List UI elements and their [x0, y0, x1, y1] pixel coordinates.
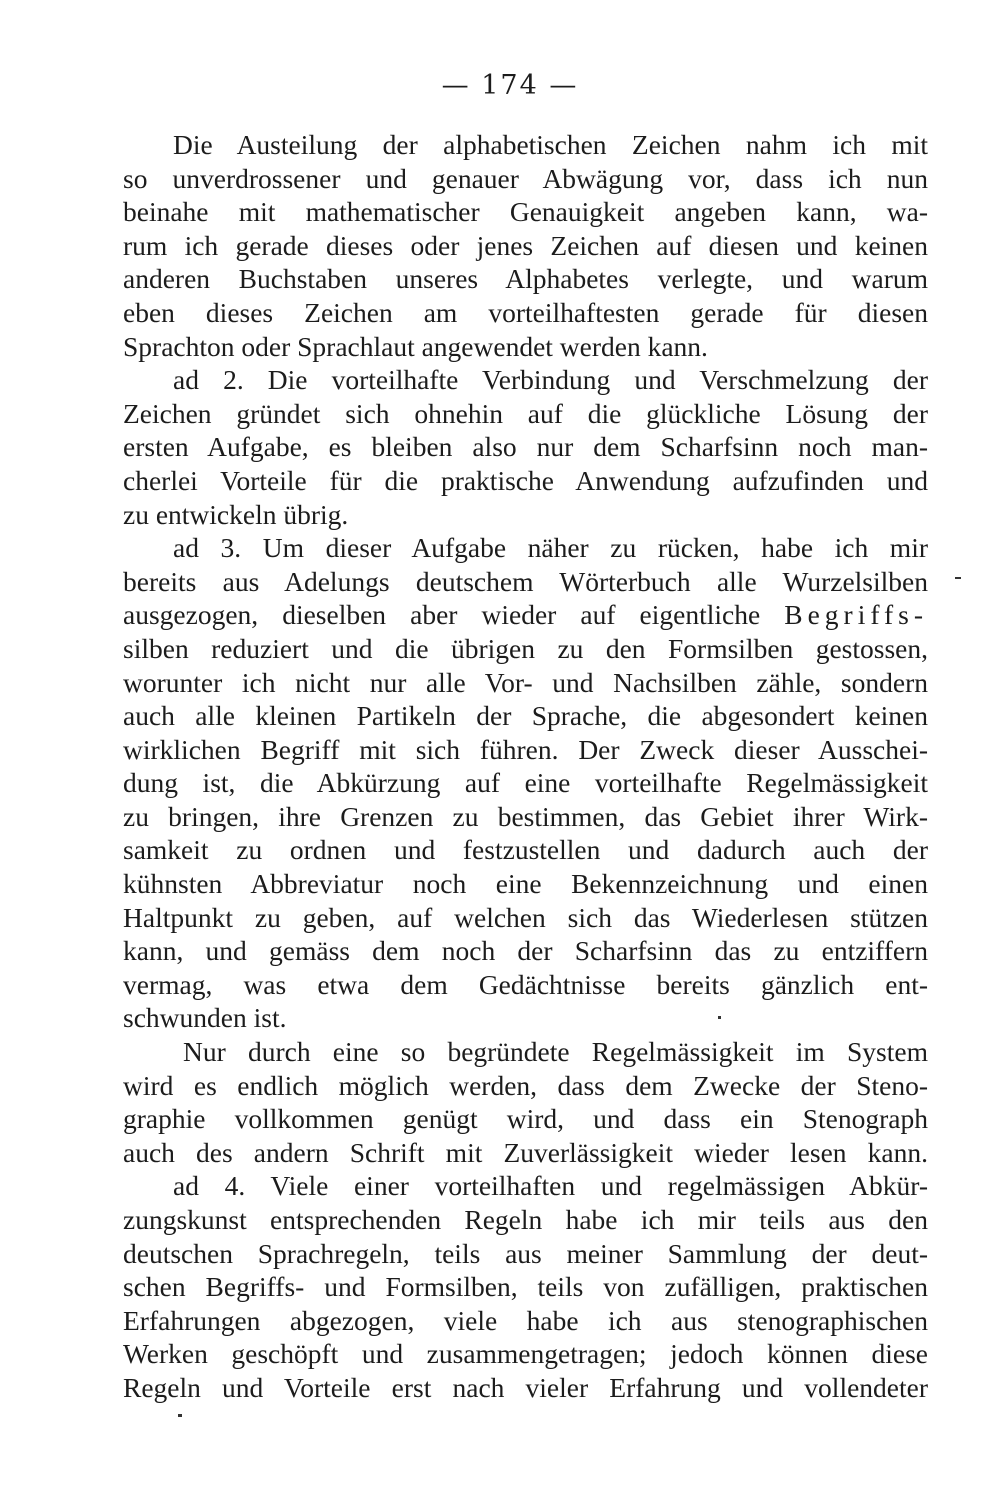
text-line: Sprachton oder Sprachlaut angewendet werden kann. — [123, 330, 708, 362]
text-line: schwunden ist. — [123, 1002, 287, 1034]
scan-speck — [718, 1016, 721, 1019]
text-line: Erfahrungen abgezogen, viele habe ich aus stenographischen — [123, 1304, 928, 1336]
scan-speck — [178, 1414, 182, 1417]
text-line: Die Austeilung der alphabetischen Zeichen nahm ich mit — [173, 129, 928, 160]
text-line: graphie vollkommen genügt wird, und dass ein Stenograph — [123, 1103, 928, 1135]
text-line: Haltpunkt zu geben, auf welchen sich das Wiederlesen stützen — [123, 901, 928, 933]
text-line-part: ausgezogen, dieselben aber wieder auf eigentliche — [123, 599, 761, 631]
text-line: auch des andern Schrift mit Zuverlässigkeit wieder lesen kann. — [123, 1136, 928, 1168]
text-line: anderen Buchstaben unseres Alphabetes verlegte, und warum — [123, 263, 928, 295]
paragraph-1 — [123, 128, 928, 363]
page-number: — 174 — — [441, 70, 579, 101]
text-line: vermag, was etwa dem Gedächtnisse bereits gänzlich ent- — [123, 968, 928, 1000]
text-line: wirklichen Begriff mit sich führen. Der Zweck dieser Ausschei- — [123, 733, 928, 765]
scan-speck — [955, 577, 961, 579]
text-line: zu bringen, ihre Grenzen zu bestimmen, das Gebiet ihrer Wirk- — [123, 800, 928, 832]
text-line: so unverdrossener und genauer Abwägung vor, dass ich nun — [123, 162, 928, 194]
text-line: Werken geschöpft und zusammengetragen; jedoch können diese — [123, 1338, 928, 1370]
text-line: wird es endlich möglich werden, dass dem Zwecke der Steno- — [123, 1069, 928, 1101]
text-line: zu entwickeln übrig. — [123, 498, 349, 530]
text-line: ad 4. Viele einer vorteilhaften und regelmässigen Abkür- — [173, 1170, 928, 1202]
spaced-word: Begriffs- — [784, 599, 929, 631]
text-line: worunter ich nicht nur alle Vor- und Nachsilben zähle, sondern — [123, 666, 928, 698]
text-line: bereits aus Adelungs deutschem Wörterbuch alle Wurzelsilben — [123, 565, 928, 597]
text-line: Zeichen gründet sich ohnehin auf die glückliche Lösung der — [123, 397, 928, 429]
paragraph-5 — [123, 1169, 928, 1404]
text-line: samkeit zu ordnen und festzustellen und dadurch auch der — [123, 834, 928, 866]
text-line: zungskunst entsprechenden Regeln habe ich mir teils aus den — [123, 1204, 928, 1235]
text-line: deutschen Sprachregeln, teils aus meiner Sammlung der deut- — [123, 1237, 928, 1269]
text-line: eben dieses Zeichen am vorteilhaftesten gerade für diesen — [123, 296, 928, 328]
body-text — [123, 128, 928, 1405]
text-line: dung ist, die Abkürzung auf eine vorteilhafte Regelmässigkeit — [123, 767, 928, 799]
text-line: silben reduziert und die übrigen zu den Formsilben gestossen, — [123, 632, 928, 664]
text-line: Regeln und Vorteile erst nach vieler Erfahrung und vollendeter — [123, 1371, 928, 1403]
text-line: kühnsten Abbreviatur noch eine Bekennzeichnung und einen — [123, 868, 928, 900]
text-line: cherlei Vorteile für die praktische Anwendung aufzufinden und — [123, 464, 928, 496]
text-line: Nur durch eine so begründete Regelmässigkeit im System — [183, 1036, 928, 1068]
text-line: schen Begriffs- und Formsilben, teils von zufälligen, praktischen — [123, 1271, 928, 1303]
text-line — [123, 598, 928, 632]
text-line: ad 2. Die vorteilhafte Verbindung und Verschmelzung der — [173, 364, 928, 396]
text-line: ad 3. Um dieser Aufgabe näher zu rücken, habe ich mir — [173, 532, 928, 564]
paragraph-2 — [123, 363, 928, 531]
paragraph-3 — [123, 531, 928, 1035]
text-line: auch alle kleinen Partikeln der Sprache, die abgesondert keinen — [123, 700, 928, 732]
text-line: kann, und gemäss dem noch der Scharfsinn das zu entziffern — [123, 935, 928, 967]
text-line: beinahe mit mathematischer Genauigkeit angeben kann, wa- — [123, 196, 928, 228]
text-line: rum ich gerade dieses oder jenes Zeichen auf diesen und keinen — [123, 229, 928, 261]
text-line: ersten Aufgabe, es bleiben also nur dem Scharfsinn noch man- — [123, 431, 928, 463]
paragraph-4 — [123, 1035, 928, 1169]
